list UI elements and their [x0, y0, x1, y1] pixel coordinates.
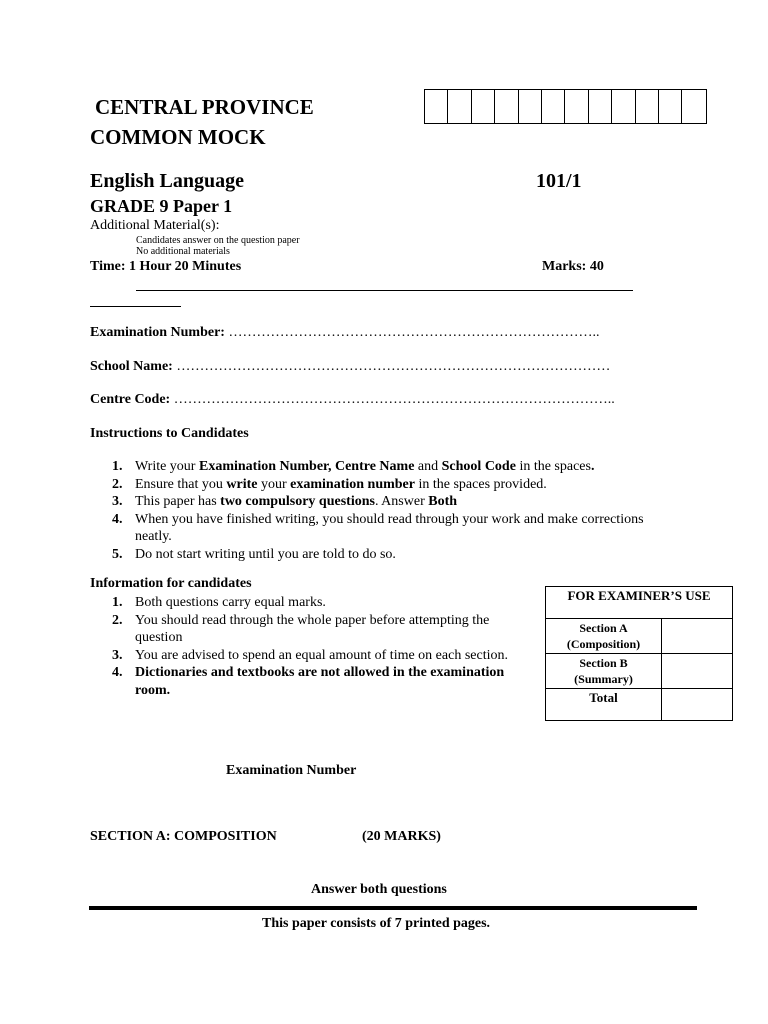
text: You should read through the whole paper before attempting the question — [135, 612, 490, 645]
item-number: 4. — [112, 511, 123, 527]
number-box[interactable] — [565, 90, 588, 123]
number-box[interactable] — [682, 90, 705, 123]
text-bold: two compulsory questions — [220, 494, 375, 509]
exam-number-label: Examination Number: — [90, 325, 225, 340]
section-b-score[interactable] — [662, 654, 733, 689]
exam-number-field[interactable] — [90, 325, 599, 341]
examiner-table-heading: FOR EXAMINER’S USE — [546, 587, 733, 619]
item-number: 1. — [112, 595, 123, 610]
footer-page-count: This paper consists of 7 printed pages. — [262, 916, 491, 931]
text-bold: . — [590, 459, 595, 474]
material-2: No additional materials — [136, 246, 230, 257]
number-box[interactable] — [519, 90, 542, 123]
material-1: Candidates answer on the question paper — [136, 235, 300, 246]
text-bold: write — [226, 476, 258, 492]
item-number: 1. — [112, 459, 123, 474]
total-marks: Marks: 40 — [542, 259, 604, 274]
header-rule — [136, 290, 633, 291]
section-b-cell — [546, 654, 662, 689]
number-box[interactable] — [659, 90, 682, 123]
section-a-marks: (20 MARKS) — [362, 829, 441, 844]
header-rule-short — [90, 306, 181, 307]
item-number: 3. — [112, 494, 123, 509]
item-number: 4. — [112, 665, 123, 680]
section-a-label: Section A — [579, 621, 628, 635]
text: in the spaces provided. — [414, 476, 547, 492]
text: This paper has — [135, 494, 221, 509]
section-a-cell — [546, 619, 662, 654]
title-line-1: CENTRAL PROVINCE — [95, 95, 314, 119]
examiner-use-table — [545, 586, 733, 721]
grade-paper: GRADE 9 Paper 1 — [90, 196, 233, 216]
text: . Answer — [374, 494, 429, 509]
time-allowed: Time: 1 Hour 20 Minutes — [90, 259, 242, 274]
number-box[interactable] — [636, 90, 659, 123]
total-label: Total — [546, 689, 662, 721]
list-item — [90, 664, 540, 699]
subject-title: English Language — [90, 170, 244, 192]
list-item — [90, 612, 540, 647]
instructions-list — [90, 458, 650, 563]
information-heading: Information for candidates — [90, 576, 252, 591]
number-box[interactable] — [448, 90, 471, 123]
item-number: 3. — [112, 647, 123, 663]
centre-code-dots: ………………………………………………………………………………….. — [173, 392, 615, 407]
text: You are advised to spend an equal amount of time on each section. — [135, 647, 508, 663]
section-b-sublabel: (Summary) — [574, 672, 633, 686]
item-number: 2. — [112, 476, 123, 492]
text-bold: Both — [428, 494, 458, 509]
number-box[interactable] — [472, 90, 495, 123]
list-item — [90, 594, 540, 612]
text: and — [414, 459, 442, 474]
exam-number-dots: …………………………………………………………………….. — [228, 325, 600, 340]
total-score[interactable] — [662, 689, 733, 721]
section-b-label: Section B — [579, 656, 628, 670]
text: Ensure that you — [135, 476, 227, 492]
text-bold: examination number — [290, 476, 415, 492]
text-bold: School Code — [441, 459, 516, 474]
text-bold: Examination Number, Centre Name — [198, 459, 415, 474]
number-box[interactable] — [589, 90, 612, 123]
text: your — [257, 476, 291, 492]
item-number: 5. — [112, 546, 123, 562]
number-box[interactable] — [612, 90, 635, 123]
centre-code-field[interactable] — [90, 392, 615, 408]
section-a-heading: SECTION A: COMPOSITION — [90, 829, 277, 844]
text: When you have finished writing, you should read through your work and make corrections neatly. — [135, 511, 644, 544]
section-a-sublabel: (Composition) — [566, 637, 641, 651]
centre-code-label: Centre Code: — [90, 392, 171, 407]
list-item — [90, 546, 650, 564]
school-name-label: School Name: — [90, 359, 173, 374]
text: Write your — [135, 459, 199, 474]
list-item — [90, 493, 650, 511]
paper-code: 101/1 — [536, 170, 582, 192]
text: Dictionaries and textbooks are not allowed in the examination room. — [135, 665, 505, 698]
candidate-number-boxes[interactable] — [424, 89, 707, 124]
footer-rule — [89, 906, 697, 910]
list-item — [90, 647, 540, 665]
school-name-dots: ………………………………………………………………………………… — [176, 359, 611, 374]
number-box[interactable] — [495, 90, 518, 123]
examination-number-label: Examination Number — [226, 763, 357, 778]
text: Do not start writing until you are told to do so. — [135, 546, 396, 562]
text: Both questions carry equal marks. — [135, 595, 326, 610]
list-item — [90, 476, 650, 494]
item-number: 2. — [112, 612, 123, 628]
text: in the spaces — [515, 459, 591, 474]
school-name-field[interactable] — [90, 359, 610, 375]
instructions-heading: Instructions to Candidates — [90, 426, 249, 441]
number-box[interactable] — [542, 90, 565, 123]
list-item — [90, 458, 650, 476]
additional-materials-label: Additional Material(s): — [90, 218, 220, 233]
answer-both-instruction: Answer both questions — [311, 882, 447, 897]
list-item — [90, 511, 650, 546]
title-line-2: COMMON MOCK — [90, 125, 266, 149]
information-list — [90, 594, 540, 699]
section-a-score[interactable] — [662, 619, 733, 654]
number-box[interactable] — [425, 90, 448, 123]
